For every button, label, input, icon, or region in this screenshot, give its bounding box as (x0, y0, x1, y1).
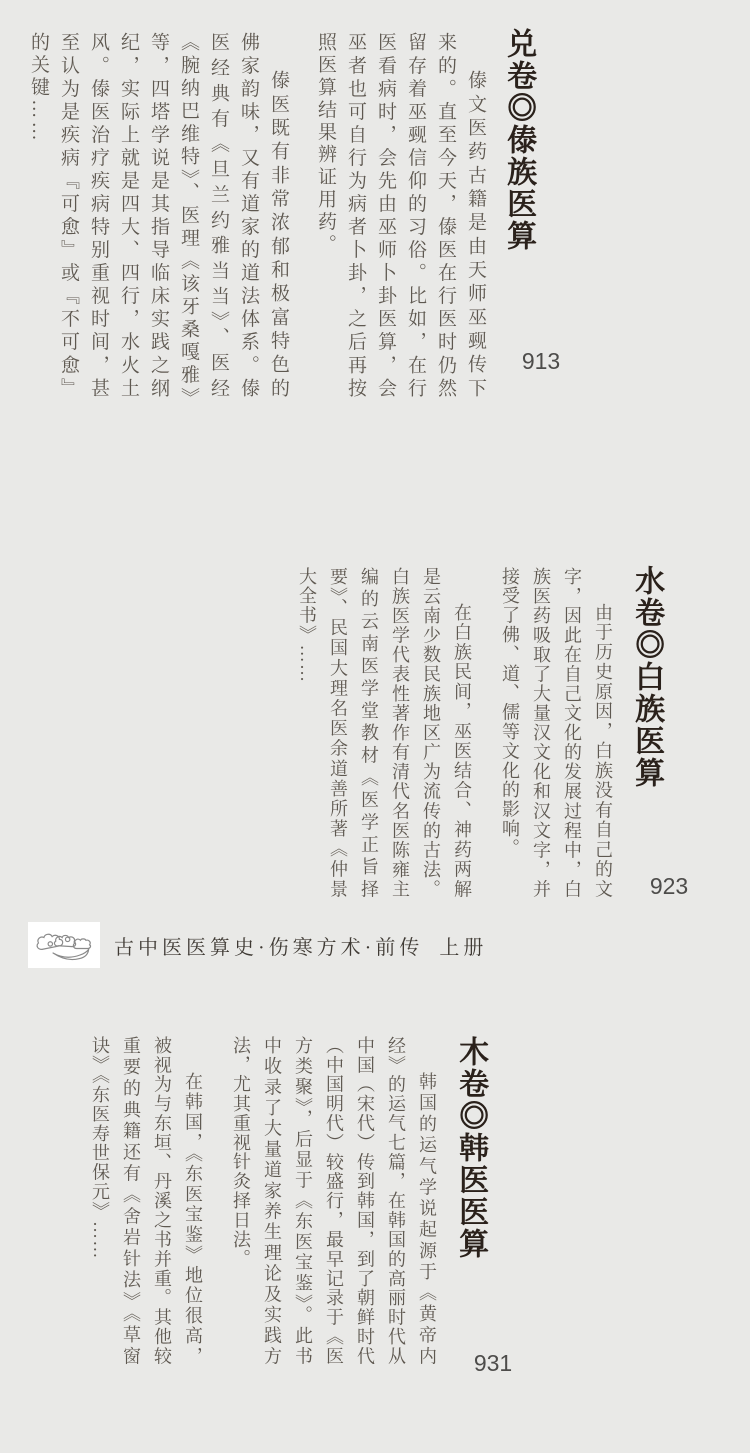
paragraph: 傣文医药古籍是由天师巫觋传下来的。直至今天，傣医在行医时仍然留存着巫觋信仰的习俗。比如，在行医看病时，会先由巫师卜卦医算，会巫者也可自行为病者卜卦，之后再按照医算结果辨证用药。 (315, 32, 486, 400)
paragraph: 韩国的运气学说起源于《黄帝内经》的运气七篇，在韩国的高丽时代从中国（宋代）传到韩国，到了朝鲜时代（中国明代）较盛行，最早记录于《医方类聚》，后显于《东医宝鉴》。此书中收录了大量道家养生理论及实践方法，尤其重视针灸择日法。 (231, 1036, 437, 1366)
page-number: 923 (649, 873, 689, 899)
page-number: 931 (473, 1350, 513, 1376)
section-korean-medicine (77, 1036, 517, 1416)
section-title: 兑卷◎傣族医算 (502, 28, 536, 252)
book-footer (28, 921, 487, 969)
paragraph: 在韩国，《东医宝鉴》地位很高，被视为与东垣、丹溪之书并重。其他较重要的典籍还有《舍岩针法》《草窗诀》《东医寿世保元》…… (90, 1036, 203, 1366)
page-number: 913 (521, 348, 561, 374)
section-body (23, 32, 490, 400)
section-dai-medicine (15, 28, 565, 438)
paragraph: 在白族民间，巫医结合、神药两解是云南少数民族地区广为流传的古法。白族医学代表性著作有清代名医陈雍主编的云南医学堂教材《医学正旨择要》、民国大理名医余道善所著《仲景大全书》…… (297, 567, 472, 899)
paragraph: 傣医既有非常浓郁和极富特色的佛家韵味，又有道家的道法体系。傣医经典有《旦兰约雅当当》、医经《腕纳巴维特》、医理《该牙桑嘎雅》等，四塔学说是其指导临床实践之纲纪，实际上就是四大、四行，水火土风。傣医治疗疾病特别重视时间，甚至认为是疾病『可愈』或『不可愈』的关键…… (28, 32, 289, 400)
section-title: 水卷◎白族医算 (630, 565, 664, 789)
section-bai-medicine (283, 565, 693, 935)
volume-label: 上册 (439, 936, 488, 959)
paragraph: 由于历史原因，白族没有自己的文字，因此在自己文化的发展过程中，白族医药吸取了大量汉文化和汉文字，并接受了佛、道、儒等文化的影响。 (500, 567, 613, 899)
section-title: 木卷◎韩医医算 (454, 1036, 488, 1260)
section-body (291, 567, 618, 899)
section-body (84, 1036, 442, 1366)
cloud-logo-box (28, 922, 100, 968)
cloud-icon (31, 922, 97, 969)
book-title: 古中医医算史·伤寒方术·前传 (114, 936, 424, 959)
